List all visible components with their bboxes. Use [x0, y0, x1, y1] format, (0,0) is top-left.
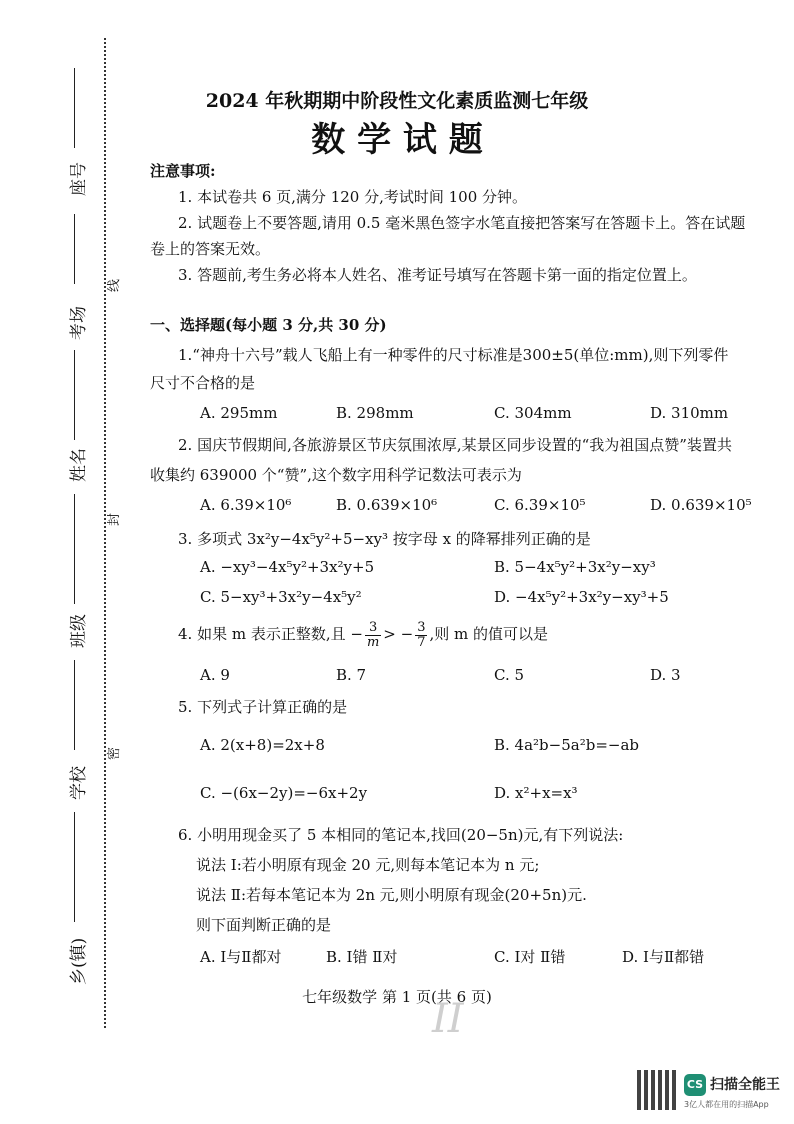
room-line	[74, 214, 75, 284]
class-label: 班级	[69, 614, 89, 648]
exam-subtitle: 2024 年秋期期中阶段性文化素质监测七年级	[205, 90, 589, 112]
exam-title: 数 学 试 题	[311, 120, 483, 160]
class-line	[74, 494, 75, 604]
q1-option-c: C. 304mm	[494, 404, 572, 422]
town-label: 乡(镇)	[69, 937, 89, 985]
note-item: 卷上的答案无效。	[150, 240, 271, 258]
q4-frac1-num: 3	[365, 621, 381, 636]
note-item: 2. 试题卷上不要答题,请用 0.5 毫米黑色签字水笔直接把答案写在答题卡上。答在试题	[178, 214, 746, 232]
note-item: 1. 本试卷共 6 页,满分 120 分,考试时间 100 分钟。	[178, 188, 528, 206]
qr-code-icon	[637, 1070, 677, 1110]
q3-option-a: A. −xy³−4x⁵y²+3x²y+5	[200, 558, 375, 576]
q4-frac2-den: 7	[417, 634, 426, 650]
q6-option-b: B. Ⅰ错 Ⅱ对	[326, 948, 398, 966]
q5-option-b: B. 4a²b−5a²b=−ab	[494, 736, 640, 754]
q2-stem-cont: 收集约 639000 个“赞”,这个数字用科学记数法可表示为	[150, 466, 522, 484]
q4-stem	[178, 616, 548, 652]
cut-line	[104, 38, 106, 1028]
cut-mark-xian: 线	[107, 278, 122, 292]
name-line	[74, 350, 75, 440]
q4-fraction-1	[365, 621, 381, 650]
notes-heading: 注意事项:	[150, 162, 216, 180]
q2-option-d: D. 0.639×10⁵	[650, 496, 752, 514]
scanner-tagline: 3亿人都在用的扫描App	[684, 1100, 769, 1109]
q5-option-c: C. −(6x−2y)=−6x+2y	[200, 784, 368, 802]
school-label: 学校	[69, 766, 89, 800]
q2-option-c: C. 6.39×10⁵	[494, 496, 586, 514]
cut-mark-feng: 封	[107, 512, 122, 526]
q6-statement-2: 说法 Ⅱ:若每本笔记本为 2n 元,则小明原有现金(20+5n)元.	[196, 886, 587, 904]
page-footer: 七年级数学 第 1 页(共 6 页)	[302, 988, 492, 1006]
school-line	[74, 660, 75, 750]
q1-option-d: D. 310mm	[650, 404, 729, 422]
q1-stem: 1.“神舟十六号”载人飞船上有一种零件的尺寸标准是300±5(单位:mm),则下列零件	[178, 346, 729, 364]
q4-option-d: D. 3	[650, 666, 681, 684]
q3-option-c: C. 5−xy³+3x²y−4x⁵y²	[200, 588, 362, 606]
town-line	[74, 812, 75, 922]
cut-mark-mi: 密	[107, 746, 122, 760]
q6-option-d: D. Ⅰ与Ⅱ都错	[622, 948, 705, 966]
q6-stem: 6. 小明用现金买了 5 本相同的笔记本,找回(20−5n)元,有下列说法:	[178, 826, 624, 844]
q4-fraction-2	[415, 621, 427, 650]
camscanner-logo-icon: CS	[684, 1074, 706, 1096]
q4-option-a: A. 9	[200, 666, 230, 684]
q1-option-a: A. 295mm	[200, 404, 278, 422]
name-label: 姓名	[69, 448, 89, 482]
q5-option-d: D. x²+x=x³	[494, 784, 578, 802]
scanner-app-name: 扫描全能王	[710, 1077, 780, 1093]
q5-stem: 5. 下列式子计算正确的是	[178, 698, 348, 716]
q6-option-c: C. Ⅰ对 Ⅱ错	[494, 948, 566, 966]
room-label: 考场	[69, 306, 89, 340]
q2-stem: 2. 国庆节假期间,各旅游景区节庆氛围浓厚,某景区同步设置的“我为祖国点赞”装置共	[178, 436, 732, 454]
seat-label: 座号	[69, 162, 89, 196]
q1-stem-cont: 尺寸不合格的是	[150, 374, 256, 392]
q4-middle: > −	[383, 625, 414, 643]
q4-prefix: 4. 如果 m 表示正整数,且 −	[178, 625, 363, 643]
q4-option-c: C. 5	[494, 666, 525, 684]
q4-option-b: B. 7	[336, 666, 367, 684]
q6-prompt: 则下面判断正确的是	[196, 916, 332, 934]
q4-frac1-den: m	[366, 634, 380, 650]
q3-option-d: D. −4x⁵y²+3x²y−xy³+5	[494, 588, 669, 606]
binding-strip	[40, 0, 130, 1124]
q3-stem: 3. 多项式 3x²y−4x⁵y²+5−xy³ 按字母 x 的降幂排列正确的是	[178, 530, 591, 548]
q2-option-a: A. 6.39×10⁶	[200, 496, 292, 514]
section-heading: 一、选择题(每小题 3 分,共 30 分)	[150, 316, 387, 334]
q4-frac2-num: 3	[417, 619, 426, 635]
note-item: 3. 答题前,考生务必将本人姓名、准考证号填写在答题卡第一面的指定位置上。	[178, 266, 697, 284]
q2-option-b: B. 0.639×10⁶	[336, 496, 438, 514]
roman-stamp: II	[432, 996, 464, 1042]
q5-option-a: A. 2(x+8)=2x+8	[200, 736, 325, 754]
q4-suffix: ,则 m 的值可以是	[429, 625, 548, 643]
q6-option-a: A. Ⅰ与Ⅱ都对	[200, 948, 282, 966]
q1-option-b: B. 298mm	[336, 404, 414, 422]
q6-statement-1: 说法 Ⅰ:若小明原有现金 20 元,则每本笔记本为 n 元;	[196, 856, 540, 874]
q3-option-b: B. 5−4x⁵y²+3x²y−xy³	[494, 558, 656, 576]
